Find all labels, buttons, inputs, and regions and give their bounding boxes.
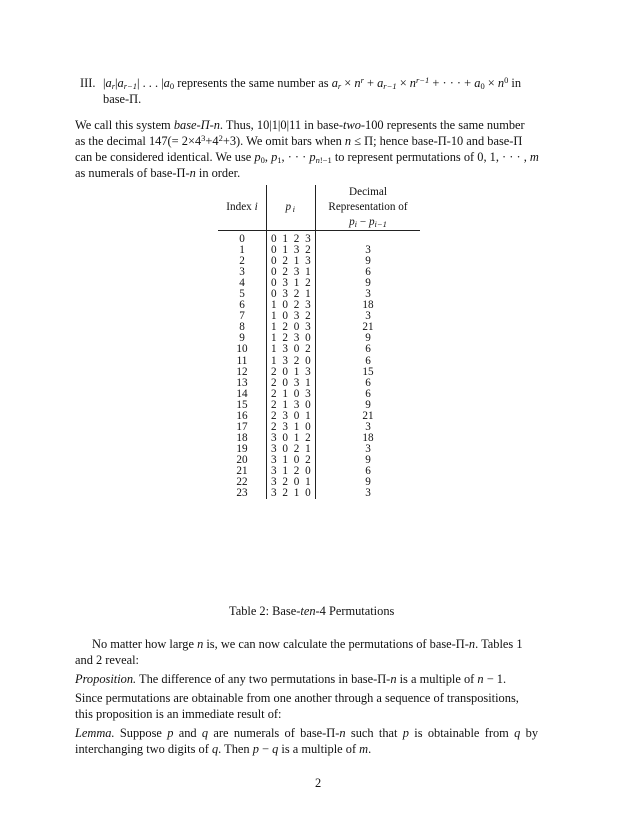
para1-line4: as numerals of base-Π-n in order. (75, 166, 241, 180)
row-difference: 6 (365, 464, 371, 477)
row-difference: 3 (365, 310, 371, 323)
row-permutation: 1 0 2 3 (267, 300, 316, 311)
table-row (218, 488, 420, 499)
row-difference: 9 (365, 398, 371, 411)
row-index: 12 (218, 367, 267, 378)
row-index: 19 (218, 444, 267, 455)
table-row (218, 278, 420, 289)
table-body (218, 231, 420, 500)
row-permutation: 2 3 0 1 (267, 411, 316, 422)
row-index: 6 (218, 300, 267, 311)
row-difference: 21 (362, 321, 374, 334)
row-index: 20 (218, 455, 267, 466)
row-permutation: 3 2 0 1 (267, 477, 316, 488)
row-index: 16 (218, 411, 267, 422)
para1-line2: as the decimal $147(= 2\times 4^3+4^2+3)$. We omit bars when n ≤ Π; hence base-Π-10 and base-Π (75, 133, 523, 148)
row-permutation: 2 1 3 0 (267, 400, 316, 411)
row-permutation: 3 2 1 0 (267, 488, 316, 499)
header-perm: $p_i$ (267, 185, 316, 231)
row-index: 17 (218, 422, 267, 433)
table-caption: Table 2: Base-ten-4 Permutations (229, 604, 395, 618)
table-row (218, 245, 420, 256)
row-difference: 6 (365, 354, 371, 367)
row-permutation: 1 3 0 2 (267, 344, 316, 355)
row-permutation: 2 1 0 3 (267, 389, 316, 400)
row-difference: 3 (365, 288, 371, 301)
row-permutation: 0 1 2 3 (267, 231, 316, 246)
row-index: 9 (218, 333, 267, 344)
row-index: 10 (218, 344, 267, 355)
row-index: 0 (218, 231, 267, 246)
row-difference: 18 (362, 431, 374, 444)
row-difference: 3 (365, 442, 371, 455)
para3-line1: Since permutations are obtainable from one another through a sequence of transpositions, (75, 691, 519, 705)
page-number: 2 (315, 776, 322, 790)
row-difference: 3 (365, 244, 371, 257)
table-row (218, 433, 420, 444)
row-difference: 6 (365, 266, 371, 279)
row-permutation: 0 3 1 2 (267, 278, 316, 289)
table-row (218, 356, 420, 367)
row-index: 11 (218, 356, 267, 367)
row-difference: 18 (362, 299, 374, 312)
table-row (218, 333, 420, 344)
row-difference: 9 (365, 277, 371, 290)
table-row (218, 466, 420, 477)
row-difference: 9 (365, 332, 371, 345)
permutations-table (218, 185, 420, 499)
table-row (218, 311, 420, 322)
row-permutation: 1 2 3 0 (267, 333, 316, 344)
row-index: 15 (218, 400, 267, 411)
row-difference: 6 (365, 343, 371, 356)
para1-line1: We call this system base-Π-n. Thus, 10|1|0|11 in base-two-100 represents the same number (75, 118, 525, 132)
table-row (218, 231, 420, 246)
table-row (218, 422, 420, 433)
row-permutation: 1 2 0 3 (267, 322, 316, 333)
row-permutation: 3 1 0 2 (267, 455, 316, 466)
row-index: 18 (218, 433, 267, 444)
lemma-line2: interchanging two digits of q. Then p − q is a multiple of m. (75, 742, 372, 756)
table-row (218, 400, 420, 411)
header-index: Index i (218, 185, 267, 231)
row-index: 23 (218, 488, 267, 499)
row-difference: 6 (365, 387, 371, 400)
table-row (218, 289, 420, 300)
item-iii-line1: $|a_r|a_{r-1}|$ . . . $|a_0$ represents the same number as $a_r \times n^r + a_{r-1} \times n^{r-1}$ + · · · + $a_0 \times n^0$ in (103, 75, 522, 91)
para2-line2: and 2 reveal: (75, 653, 139, 667)
row-index: 2 (218, 256, 267, 267)
row-permutation: 1 0 3 2 (267, 311, 316, 322)
row-permutation: 0 2 1 3 (267, 256, 316, 267)
table-row (218, 267, 420, 278)
row-permutation: 3 1 2 0 (267, 466, 316, 477)
header-diff (316, 185, 421, 231)
row-permutation: 0 1 3 2 (267, 245, 316, 256)
table-row (218, 344, 420, 355)
row-permutation: 2 0 3 1 (267, 378, 316, 389)
row-permutation: 2 0 1 3 (267, 367, 316, 378)
table-row (218, 256, 420, 267)
para2-line1: No matter how large n is, we can now calculate the permutations of base-Π-n. Tables 1 (92, 637, 523, 651)
row-difference: 21 (362, 409, 374, 422)
row-difference: 3 (365, 487, 371, 500)
row-permutation: 2 3 1 0 (267, 422, 316, 433)
item-iii-label: III. (80, 76, 96, 90)
table-row (218, 322, 420, 333)
header-diff-line3: $p_i - p_{i-1}$ (349, 216, 387, 229)
table-row (218, 477, 420, 488)
header-diff-line1: Decimal (349, 186, 387, 198)
para3-line2: this proposition is an immediate result of: (75, 707, 282, 721)
row-difference: 6 (365, 376, 371, 389)
row-index: 13 (218, 378, 267, 389)
row-difference (316, 231, 421, 246)
row-permutation: 3 0 1 2 (267, 433, 316, 444)
proposition: Proposition. The difference of any two permutations in base-Π-n is a multiple of n − 1. (75, 672, 507, 686)
row-index: 21 (218, 466, 267, 477)
table-row (218, 455, 420, 466)
table-row (218, 378, 420, 389)
row-difference: 15 (362, 365, 374, 378)
permutations-table-container (218, 185, 422, 595)
row-index: 8 (218, 322, 267, 333)
lemma-line1: Lemma. Suppose p and q are numerals of base-Π-n such that p is obtainable from q by (75, 726, 539, 740)
row-permutation: 3 0 2 1 (267, 444, 316, 455)
row-permutation: 0 3 2 1 (267, 289, 316, 300)
row-index: 22 (218, 477, 267, 488)
row-permutation: 0 2 3 1 (267, 267, 316, 278)
table-header-row (218, 185, 420, 231)
row-index: 1 (218, 245, 267, 256)
row-index: 7 (218, 311, 267, 322)
item-iii-line2: base-Π. (103, 92, 142, 106)
lemma-label: Lemma. (75, 726, 115, 740)
row-index: 3 (218, 267, 267, 278)
row-difference: 9 (365, 476, 371, 489)
para1-line3: can be considered identical. We use $p_0$, $p_1$, · · · $p_{n!-1}$ to represent permutations of 0, 1, · · · , m (75, 150, 539, 165)
table-row (218, 389, 420, 400)
table-row (218, 300, 420, 311)
table-row (218, 411, 420, 422)
row-permutation: 1 3 2 0 (267, 356, 316, 367)
row-difference: 9 (365, 453, 371, 466)
row-difference: 9 (365, 255, 371, 268)
row-index: 14 (218, 389, 267, 400)
table-row (218, 367, 420, 378)
row-index: 5 (218, 289, 267, 300)
row-index: 4 (218, 278, 267, 289)
header-diff-line2: Representation of (328, 201, 408, 213)
proposition-label: Proposition. (75, 672, 137, 686)
row-difference: 3 (365, 420, 371, 433)
table-row (218, 444, 420, 455)
